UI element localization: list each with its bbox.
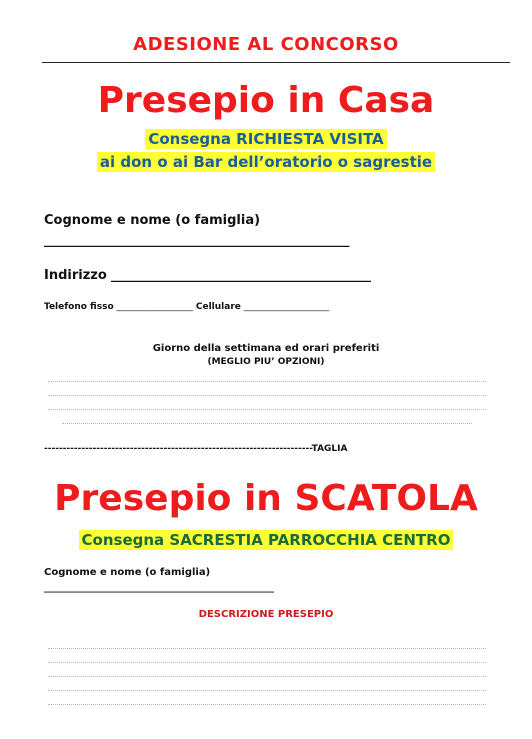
description-line-3[interactable] [48,676,486,677]
preferred-time-label: Giorno della settimana ed orari preferiti [152,343,380,354]
delivery-info [0,130,532,148]
description-line-2[interactable] [48,662,486,663]
section-title-presepio-in-scatola: Presepio in SCATOLA [54,478,478,519]
phone-field[interactable]: _________________ [116,302,194,312]
mobile-field[interactable]: ___________________ [243,302,330,312]
cut-label: TAGLIA [311,444,348,454]
address-label: Indirizzo [44,268,107,283]
cut-dashes: ------------------------------------------------------------------------ [44,444,312,454]
delivery-line-1: Consegna RICHIESTA VISITA [145,129,386,149]
header-divider [42,62,510,63]
delivery-info-scatola [0,531,532,549]
cut-line [44,444,484,454]
delivery-info-2 [0,153,532,171]
name-field[interactable]: _______________________________________________ [44,233,350,248]
phone-row [44,302,329,312]
preferred-time-line-3[interactable] [48,409,486,410]
mobile-label: Cellulare [195,302,241,312]
name-label: Cognome e nome (o famiglia) [44,213,261,228]
delivery-line-2: ai don o ai Bar dell’oratorio o sagrestie [97,152,435,172]
description-line-4[interactable] [48,690,486,691]
phone-label: Telefono fisso [44,302,114,312]
form-heading: ADESIONE AL CONCORSO [133,34,399,55]
name-label-2: Cognome e nome (o famiglia) [44,567,211,578]
preferred-time-line-2[interactable] [48,395,486,396]
description-line-5[interactable] [48,704,486,705]
description-label: DESCRIZIONE PRESEPIO [198,609,334,620]
preferred-time-note: (MEGLIO PIU’ OPZIONI) [207,357,325,367]
address-field[interactable]: ________________________________________ [110,268,371,283]
preferred-time-line-4[interactable] [62,423,472,424]
address-row [44,268,371,283]
section-title-presepio-in-casa: Presepio in Casa [97,80,435,121]
delivery-line-scatola: Consegna SACRESTIA PARROCCHIA CENTRO [79,530,454,550]
name-field-2[interactable]: ______________________________________________ [44,582,274,593]
preferred-time-line-1[interactable] [48,381,486,382]
description-line-1[interactable] [48,648,486,649]
